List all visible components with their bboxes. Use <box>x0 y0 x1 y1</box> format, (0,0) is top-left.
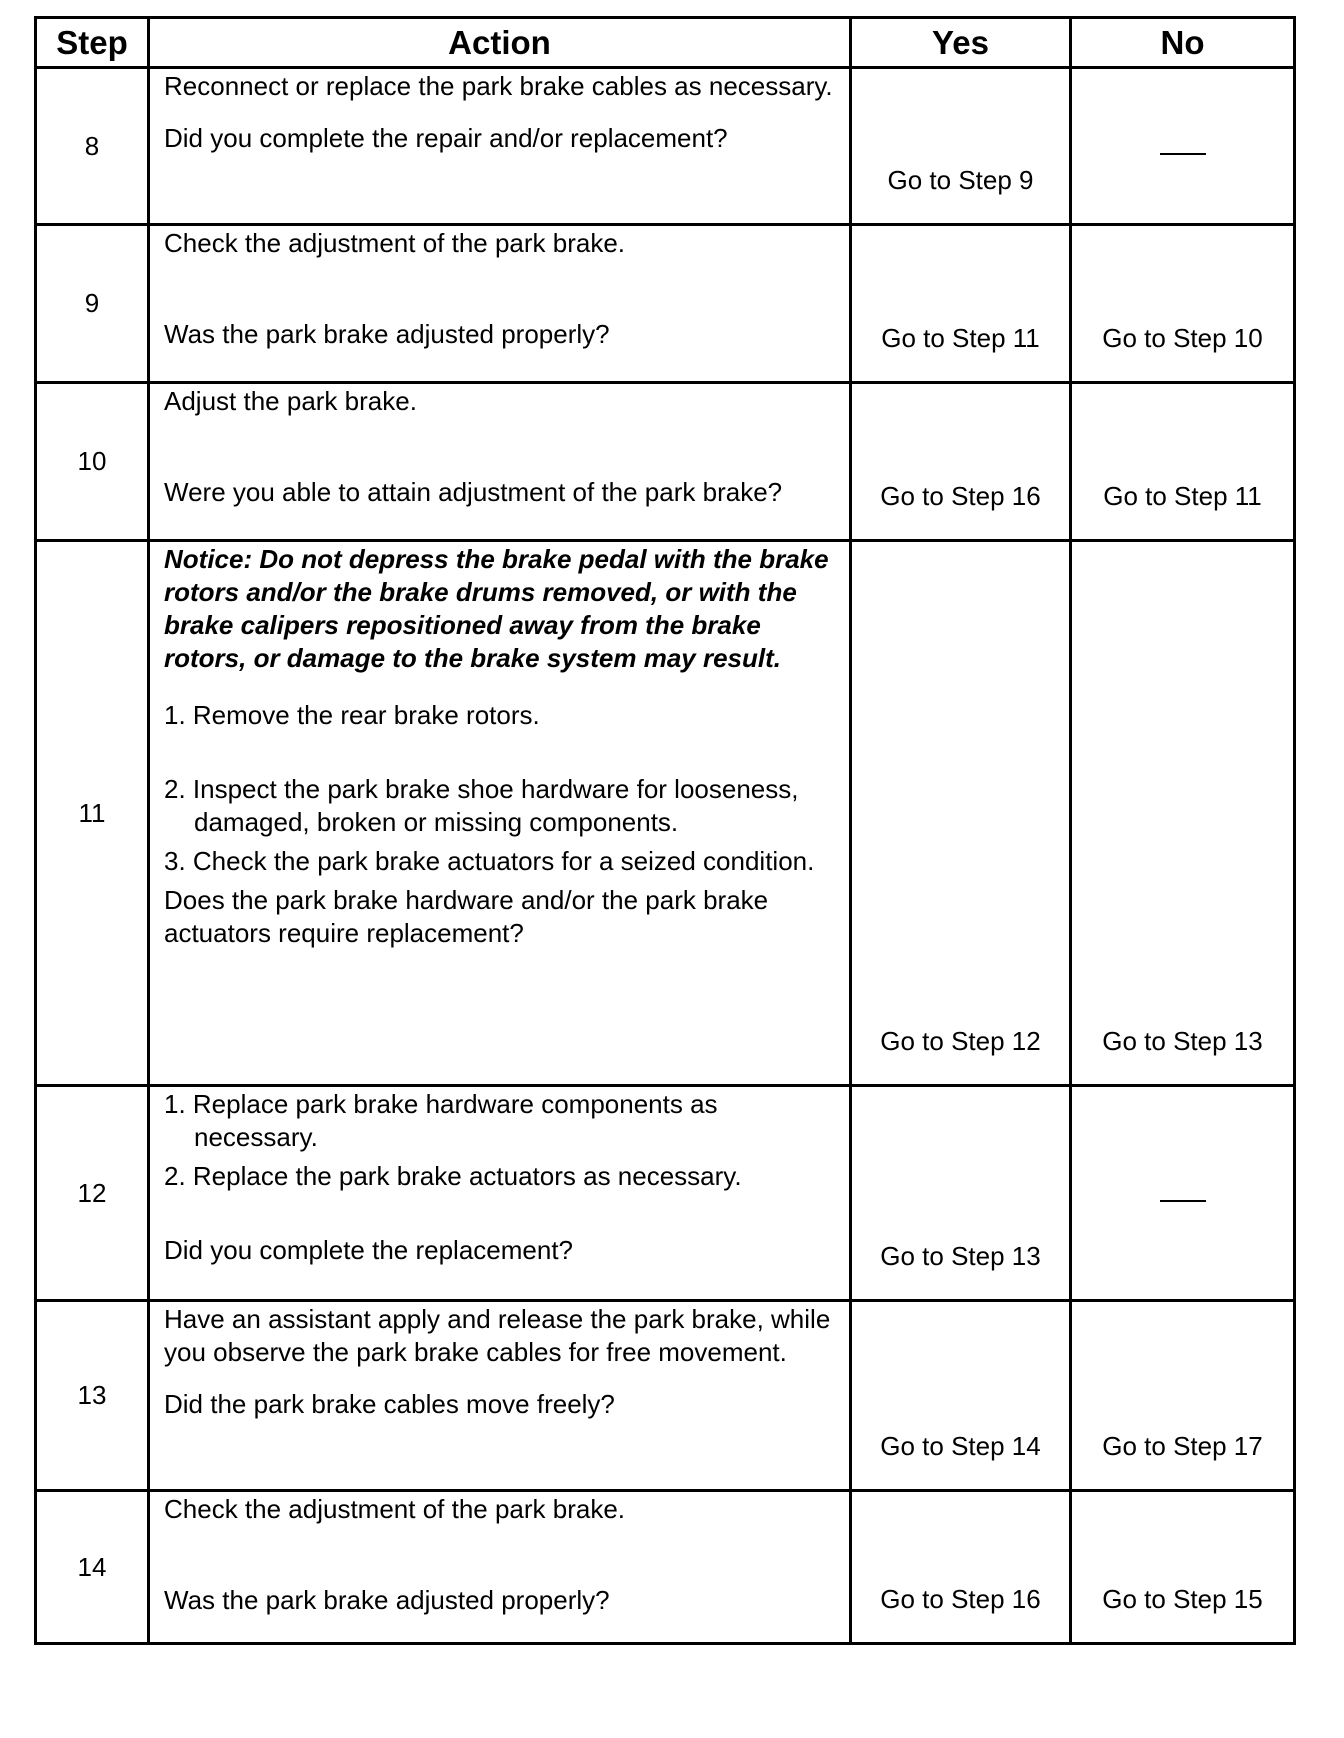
no-action-dash <box>1160 153 1206 155</box>
action-cell <box>149 383 851 541</box>
instruction-text: Adjust the park brake. <box>164 386 417 416</box>
step-number: 11 <box>36 541 149 1086</box>
question-text: Did you complete the replacement? <box>164 1235 574 1265</box>
list-item: 2. Inspect the park brake shoe hardware for looseness, damaged, broken or missing components. <box>164 774 799 837</box>
list-item: 1. Replace park brake hardware components as necessary. <box>164 1089 718 1152</box>
header-step: Step <box>36 18 149 68</box>
header-no: No <box>1071 18 1295 68</box>
yes-cell: Go to Step 16 <box>851 383 1071 541</box>
table-row <box>36 1491 1295 1644</box>
table-row <box>36 541 1295 1086</box>
yes-cell: Go to Step 9 <box>851 68 1071 225</box>
step-number: 10 <box>36 383 149 541</box>
table-row <box>36 1301 1295 1491</box>
yes-cell: Go to Step 12 <box>851 541 1071 1086</box>
question-text: Did you complete the repair and/or replacement? <box>164 123 728 153</box>
notice-text: Notice: Do not depress the brake pedal with the brake rotors and/or the brake drums removed, or with the brake calipers repositioned away from the brake rotors, or damage to the brake system may result. <box>164 544 829 673</box>
instruction-text: Reconnect or replace the park brake cables as necessary. <box>164 71 833 101</box>
yes-cell: Go to Step 13 <box>851 1086 1071 1301</box>
yes-cell: Go to Step 16 <box>851 1491 1071 1644</box>
action-cell <box>149 1491 851 1644</box>
action-cell <box>149 1301 851 1491</box>
step-number: 14 <box>36 1491 149 1644</box>
no-cell: Go to Step 15 <box>1071 1491 1295 1644</box>
instruction-text: Check the adjustment of the park brake. <box>164 228 626 258</box>
yes-cell: Go to Step 11 <box>851 225 1071 383</box>
no-cell: Go to Step 10 <box>1071 225 1295 383</box>
action-cell <box>149 1086 851 1301</box>
header-yes: Yes <box>851 18 1071 68</box>
header-action: Action <box>149 18 851 68</box>
no-cell <box>1071 68 1295 225</box>
action-cell <box>149 68 851 225</box>
question-text: Were you able to attain adjustment of the park brake? <box>164 477 783 507</box>
question-text: Was the park brake adjusted properly? <box>164 1585 610 1615</box>
action-cell <box>149 541 851 1086</box>
table-row <box>36 68 1295 225</box>
question-text: Did the park brake cables move freely? <box>164 1389 615 1419</box>
list-item: 3. Check the park brake actuators for a seized condition. <box>164 846 815 876</box>
diagnostic-table <box>34 16 1296 1645</box>
list-item: 1. Remove the rear brake rotors. <box>164 700 540 730</box>
no-cell <box>1071 1086 1295 1301</box>
no-action-dash <box>1160 1200 1206 1202</box>
no-cell: Go to Step 17 <box>1071 1301 1295 1491</box>
header-row <box>36 18 1295 68</box>
step-number: 12 <box>36 1086 149 1301</box>
instruction-text: Check the adjustment of the park brake. <box>164 1494 626 1524</box>
question-text: Was the park brake adjusted properly? <box>164 319 610 349</box>
table-row <box>36 1086 1295 1301</box>
table-row <box>36 225 1295 383</box>
no-cell: Go to Step 11 <box>1071 383 1295 541</box>
question-text: Does the park brake hardware and/or the park brake actuators require replacement? <box>164 885 769 948</box>
instruction-text: Have an assistant apply and release the park brake, while you observe the park brake cables for free movement. <box>164 1304 831 1367</box>
yes-cell: Go to Step 14 <box>851 1301 1071 1491</box>
no-cell: Go to Step 13 <box>1071 541 1295 1086</box>
list-item: 2. Replace the park brake actuators as necessary. <box>164 1161 742 1191</box>
table-row <box>36 383 1295 541</box>
step-number: 9 <box>36 225 149 383</box>
step-number: 8 <box>36 68 149 225</box>
step-number: 13 <box>36 1301 149 1491</box>
action-cell <box>149 225 851 383</box>
